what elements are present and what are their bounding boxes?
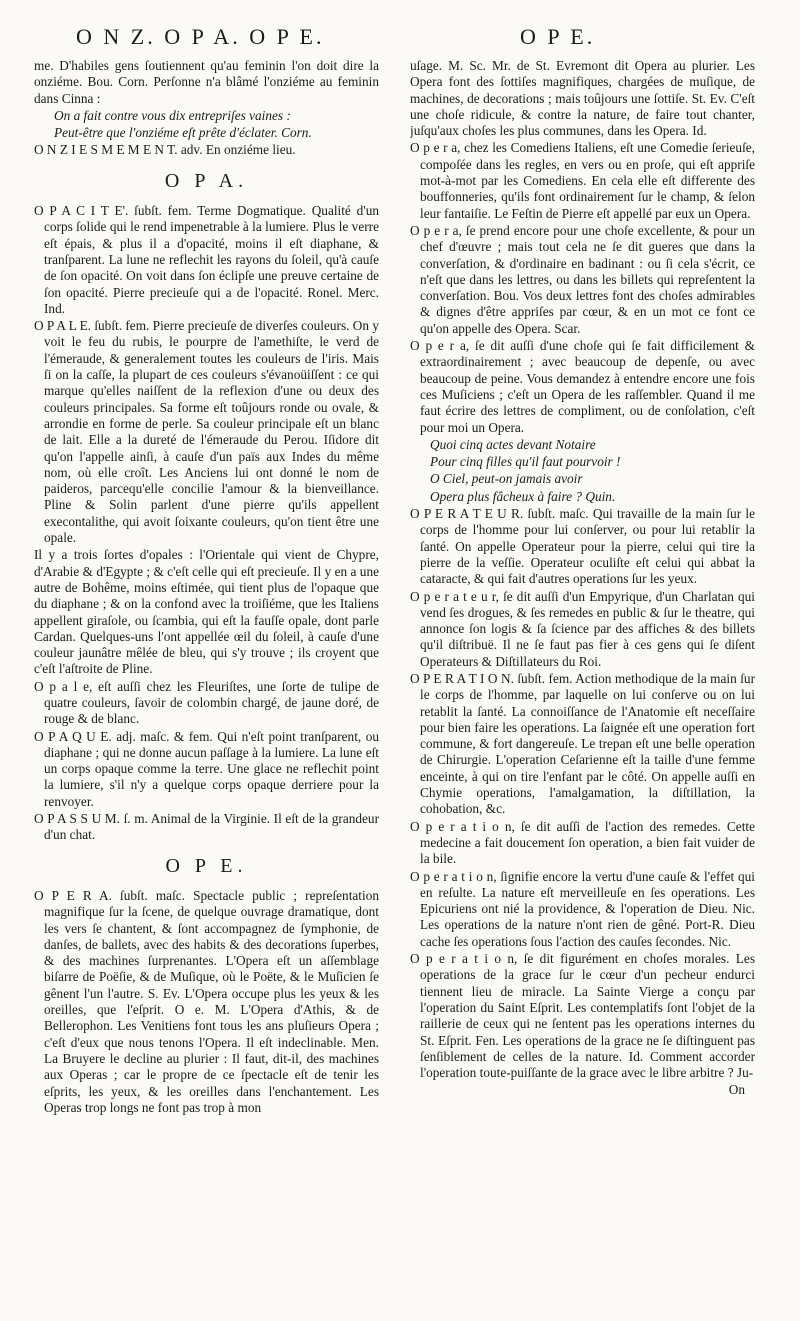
dictionary-entry: O P A C I T E'. ſubſt. fem. Terme Dogmatique. Qualité d'un corps ſolide qui le rend impenetrable à la lumiere. Plus le verre eſt épais, & plus il a d'opacité, moins il eſt diaphane, & tranſparent. La lune ne reflechit les rayons du ſoleil, qu'à cauſe de ſon opacité. On voit dans ſon éclipſe une preuve certaine de ſon opacité. Pierre precieuſe qui a de l'opacité. Ronel. Merc. Ind. bbox=[34, 203, 379, 316]
dictionary-entry: O P E R A T I O N. ſubſt. fem. Action methodique de la main ſur le corps de l'homme, par laquelle on lui conſerve ou on lui retablit la ſanté. La connoiſſance de l'Anatomie eſt neceſſaire pour bien faire les operations. La ſaignée eſt une operation fort commune, & fort dangereuſe. Le trepan eſt une belle operation de Chirurgie. L'operation Ceſarienne eſt la taille d'une femme enceinte, à qui on tire l'enfant par le côté. On appelle auſſi en Chymie operations, l'amalgamation, la diſtillation, la cohobation, &c. bbox=[410, 670, 755, 817]
dictionary-entry: O P E R A T E U R. ſubſt. maſc. Qui travaille de la main ſur le corps de l'homme pour lui conſerver, ou pour lui retablir la ſanté. On appelle Operateur pour la pierre, celui qui tire la pierre de la veſſie. Operateur oculiſte eſt celui qui abbat la cataracte, & qui fait d'autres operations ſur les yeux. bbox=[410, 506, 755, 587]
verse-quote: Pour cinq filles qu'il faut pourvoir ! bbox=[430, 454, 621, 470]
entry-continuation: uſage. M. Sc. Mr. de St. Evremont dit Opera au plurier. Les Opera font des ſottiſes magnifiques, chargées de muſique, de machines, de decorations ; mais toûjours une ſottiſe. St. Ev. C'eſt une choſe ridicule, & contre la nature, de faire tout chanter, juſqu'aux choſes les plus communes, dans les Opera. Id. bbox=[410, 58, 755, 139]
right-column bbox=[410, 58, 755, 1308]
verse-quote: O Ciel, peut-on jamais avoir bbox=[430, 471, 583, 487]
dictionary-entry: O N Z I E S M E M E N T. adv. En onziéme lieu. bbox=[34, 142, 296, 158]
dictionary-entry: O p e r a t i o n, ſe dit figurément en choſes morales. Les operations de la grace ſur le cœur d'un pecheur endurci tiennent lieu de miracle. La Sainte Vierge a conçu par l'operation du Saint Eſprit. Les contemplatifs ſont l'objet de la raillerie de ceux qui ne ſentent pas les operations internes du St. Eſprit. Fen. Les operations de la grace ne ſe diſtinguent pas ſenſiblement de celles de la nature. Id. Comment accorder l'operation toute-puiſſante de la grace avec le libre arbitre ? Ju- bbox=[410, 951, 755, 1081]
catchword: On bbox=[728, 1082, 745, 1098]
entry-continuation: me. D'habiles gens ſoutiennent qu'au feminin l'on doit dire la onziéme. Bou. Corn. Perſonne n'a blâmé l'onziéme au feminin dans Cinna : bbox=[34, 58, 379, 106]
running-head-left: O N Z. O P A. O P E. bbox=[76, 24, 325, 49]
section-heading: O P A. bbox=[164, 169, 249, 192]
dictionary-entry: O P A S S U M. ſ. m. Animal de la Virginie. Il eſt de la grandeur d'un chat. bbox=[34, 811, 379, 843]
verse-quote: Opera plus fâcheux à faire ? Quin. bbox=[430, 488, 616, 504]
dictionary-entry: O p a l e, eſt auſſi chez les Fleuriſtes, une ſorte de tulipe de quatre couleurs, ſavoir de colombin chargé, de jaune doré, de rouge & de blanc. bbox=[34, 678, 379, 727]
dictionary-entry: O p e r a t e u r, ſe dit auſſi d'un Empyrique, d'un Charlatan qui vend ſes drogues, & ſes remedes en public & ſur le theatre, qui annonce ſon logis & ſa ſcience par des affiches & des billets qu'il diſtribuë. Il ne ſe faut pas fier à ces gens qui ſe diſent Operateurs & Diſtillateurs du Roi. bbox=[410, 588, 755, 669]
verse-quote: Peut-être que l'onziéme eſt prête d'éclater. Corn. bbox=[54, 125, 312, 141]
dictionary-entry: O P A L E. ſubſt. fem. Pierre precieuſe de diverſes couleurs. On y voit le feu du rubis, le pourpre de l'amethiſte, le verd de l'émeraude, & generalement toutes les couleurs de l'iris. Mais ſi on la caſſe, la plupart de ces couleurs s'évanoüiſſent : ce qui marque qu'elles naiſſent de la reflexion d'une ou deux des couleurs principales. Sa forme eſt toûjours ronde ou ovale, & arrondie en forme de perle. Sa couleur principale eſt un blanc de lait. Elle a la dureté de l'émeraude du Perou. Iſidore dit qu'on l'appelle ainſi, à cauſe d'un païs aux Indes du même nom, où elle croît. Les Anciens lui ont donné le nom de paideros, parcequ'elle concilie l'amour & la bienveillance. Pline & Solin parlent d'une pierre qu'ils appellent execontalithe, qui avoit ſoixante couleurs, qu'on tient être une opale. bbox=[34, 318, 379, 546]
dictionary-entry: O P E R A. ſubſt. maſc. Spectacle public ; repreſentation magnifique ſur la ſcene, de quelque ouvrage dramatique, dont les vers ſe chantent, & ſont accompagnez de ſymphonie, de danſes, de ballets, avec des habits & des decorations ſuperbes, & des machines ſurprenantes. L'Opera eſt un aſſemblage biſarre de Poëſie, & de Muſique, où le Poëte, & le Muſicien ſe gênent l'un l'autre. S. Ev. L'Opera occupe plus les yeux & les oreilles, que l'eſprit. O e. M. L'Opera d'Athis, & de Bellerophon. Les Venitiens font tous les ans pluſieurs Opera ; c'eſt d'eux que nous tenons l'Opera. Il eſt indeclinable. Men. La Bruyere le decline au plurier : Il faut, dit-il, des machines aux Operas ; car le propre de ce ſpectacle eſt de tenir les eſprits, les yeux, & les oreilles dans l'enchantement. Les Operas trop longs ne font pas trop à mon bbox=[34, 887, 379, 1115]
entry-continuation: Il y a trois ſortes d'opales : l'Orientale qui vient de Chypre, d'Arabie & d'Egypte ; & c'eſt celle qui eſt precieuſe. Il y en a une autre de Bohême, moins eſtimée, qui tient plus de l'opaque que du diaphane ; & on la confond avec la troiſiéme, que les Italiens appellent giraſole, ou ſcambia, qui eſt la fauſſe opale, dont parle Cardan. Quelques-uns l'ont appellée œil du ſoleil, à cauſe d'une couleur jaunâtre mêlée de bleu, qui s'y trouve ; ils croyent que c'eſt l'aſtroite de Pline. bbox=[34, 547, 379, 677]
left-column bbox=[34, 58, 379, 1308]
running-head-right: O P E. bbox=[520, 24, 596, 49]
section-heading: O P E. bbox=[165, 854, 248, 877]
verse-quote: On a fait contre vous dix entrepriſes vaines : bbox=[54, 107, 291, 123]
dictionary-entry: O p e r a t i o n, ſe dit auſſi de l'action des remedes. Cette medecine a fait doucement ſon operation, a bien fait vuider de la bile. bbox=[410, 818, 755, 867]
verse-quote: Quoi cinq actes devant Notaire bbox=[430, 436, 596, 452]
dictionary-entry: O p e r a, ſe dit auſſi d'une choſe qui ſe fait difficilement & extraordinairement ; avec beaucoup de depenſe, ou avec beaucoup de peine. Vous demandez à entendre encore une fois ces Muſiciens ; c'eſt un Opera de les raſſembler. Quand il me faut écrire des lettres de compliment, ou de conſolation, c'eſt pour moi un Opera. bbox=[410, 338, 755, 435]
dictionary-entry: O P A Q U E. adj. maſc. & fem. Qui n'eſt point tranſparent, ou diaphane ; qui ne donne aucun paſſage à la lumiere. La lune eſt un corps opaque comme la terre. Une glace ne reflechit point la lumiere, s'il n'y a quelque corps opaque derriere pour la renvoyer. bbox=[34, 728, 379, 809]
dictionary-entry: O p e r a, chez les Comediens Italiens, eſt une Comedie ſerieuſe, compoſée dans les regles, en vers ou en proſe, qui eſt appriſe mot-à-mot par les Comediens. En cela elle eſt differente des bouffonneries, qu'ils font ordinairement ſur le champ, & ſelon leur fantaiſie. Le Feſtin de Pierre eſt appellé par eux un Opera. bbox=[410, 140, 755, 221]
dictionary-entry: O p e r a, ſe prend encore pour une choſe excellente, & pour un chef d'œuvre ; mais tout cela ne ſe dit gueres que dans la converſation, & d'ordinaire en badinant : ou ſi cela s'écrit, ce n'eſt que dans les lettres, ou dans les billets qui repreſentent la converſation. Bou. Vos deux lettres font des choſes admirables & dignes d'être appriſes par cœur, & en un mot ce font ce qu'on appelle des Opera. Scar. bbox=[410, 222, 755, 336]
dictionary-entry: O p e r a t i o n, ſignifie encore la vertu d'une cauſe & l'effet qui en reſulte. La nature eſt merveilleuſe en ſes operations. Les Epicuriens ont nié la providence, & l'operation de Dieu. Nic. Les operations de la nature n'ont rien de gêné. Port-R. Dieu cache ſes operations ſous l'action des cauſes ſecondes. Nic. bbox=[410, 868, 755, 949]
